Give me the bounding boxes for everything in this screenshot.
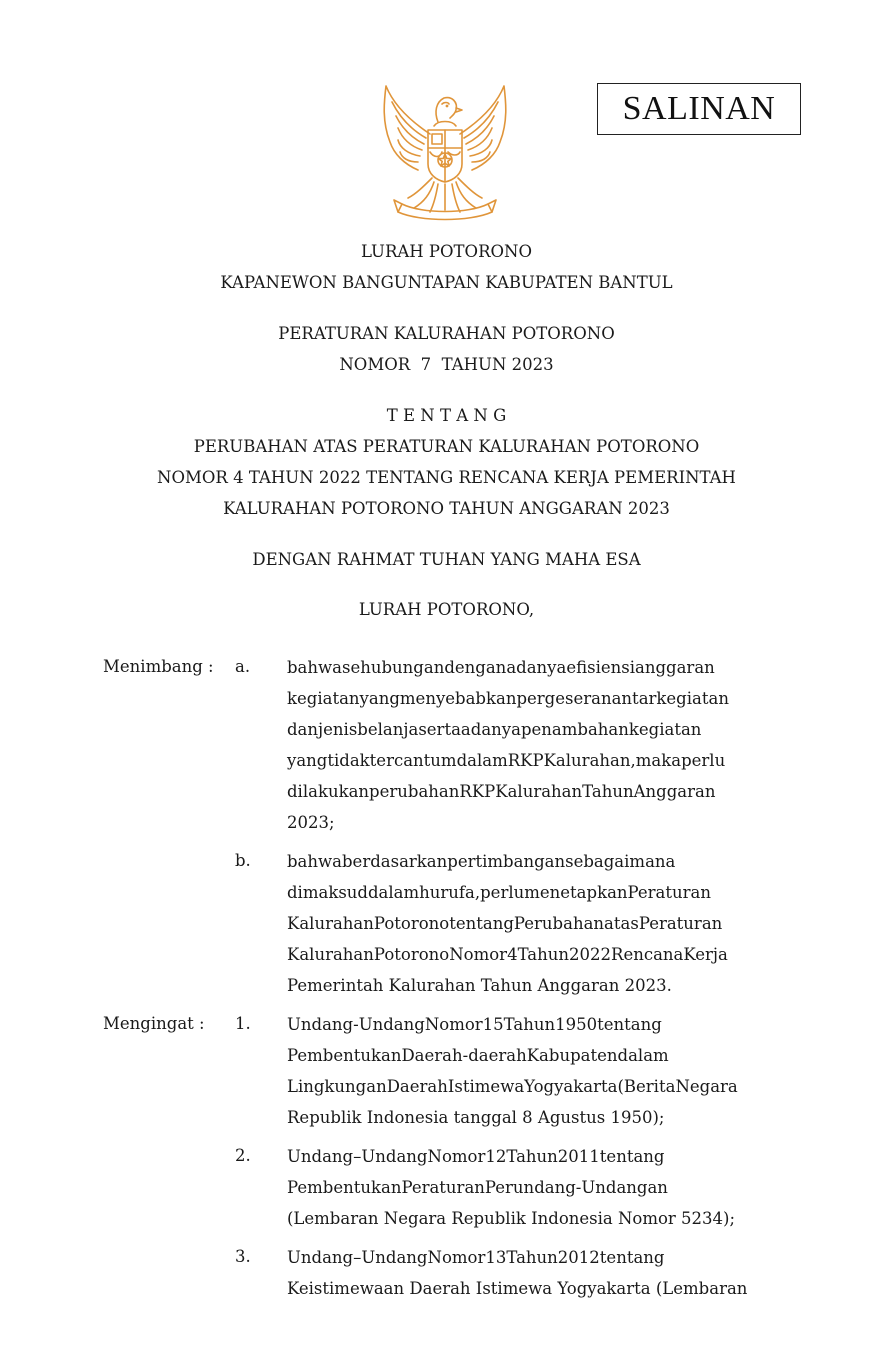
lurah-signatory-line: LURAH POTORONO, <box>358 600 535 619</box>
word: Kalurahan <box>287 945 374 964</box>
word: Lingkungan <box>287 1077 387 1096</box>
word: Nomor <box>449 945 508 964</box>
word: maka <box>635 751 682 770</box>
mengingat-item-marker: 2. <box>235 1146 251 1165</box>
word: Anggaran <box>633 782 716 801</box>
word: dengan <box>444 658 507 677</box>
menimbang-item-marker: a. <box>235 657 251 676</box>
word: Daerah-daerah <box>401 1046 527 1065</box>
word: yang <box>287 751 328 770</box>
word: adanya <box>506 658 567 677</box>
text-line <box>287 652 781 683</box>
word: 1950 <box>555 1015 598 1034</box>
word: Potorono <box>373 945 450 964</box>
word: Peraturan <box>627 883 712 902</box>
title-line-2: NOMOR 4 TAHUN 2022 TENTANG RENCANA KERJA PEMERINTAH <box>157 468 736 487</box>
word: sehubungan <box>342 658 445 677</box>
word: Undang-Undang <box>287 1015 425 1034</box>
word: 2012 <box>557 1248 600 1267</box>
text-line <box>287 908 781 939</box>
text-line <box>287 776 781 807</box>
mengingat-item-text <box>287 1141 781 1234</box>
word: Kerja <box>683 945 728 964</box>
word: kegiatan <box>628 720 702 739</box>
word: tentang <box>599 1248 665 1267</box>
word: Undang–Undang <box>287 1147 428 1166</box>
word: pergeseran <box>516 689 612 708</box>
word: dilakukan <box>287 782 370 801</box>
word: kegiatan <box>287 689 360 708</box>
word: tentang <box>599 1147 665 1166</box>
word: Tahun <box>517 945 570 964</box>
word: menetapkan <box>524 883 628 902</box>
menimbang-item-marker: b. <box>235 851 251 870</box>
header-kapanewon: KAPANEWON BANGUNTAPAN KABUPATEN BANTUL <box>220 273 673 292</box>
word: dalam <box>367 883 420 902</box>
text-line <box>287 1040 781 1071</box>
word: 4 <box>507 945 518 964</box>
word: berdasarkan <box>342 852 448 871</box>
regulation-type: PERATURAN KALURAHAN POTORONO <box>278 324 615 343</box>
word: serta <box>418 720 461 739</box>
word: dimaksud <box>287 883 368 902</box>
text-line: Keistimewaan Daerah Istimewa Yogyakarta (Lembaran <box>287 1279 748 1298</box>
word: tentang <box>449 914 514 933</box>
word: Peraturan <box>638 914 723 933</box>
word: RKP <box>507 751 544 770</box>
word: Tahun <box>506 1248 558 1267</box>
word: perlu <box>681 751 726 770</box>
text-line <box>287 1009 781 1040</box>
word: a, <box>465 883 481 902</box>
title-line-1: PERUBAHAN ATAS PERATURAN KALURAHAN POTORONO <box>193 437 700 456</box>
word: adanya <box>460 720 521 739</box>
text-line <box>287 1071 781 1102</box>
word: menyebabkan <box>399 689 517 708</box>
header-lurah-potorono: LURAH POTORONO <box>360 242 532 261</box>
menimbang-item-text <box>287 652 781 838</box>
rahmat-line: DENGAN RAHMAT TUHAN YANG MAHA ESA <box>252 550 641 569</box>
word: belanja <box>357 720 419 739</box>
text-line <box>287 877 781 908</box>
word: Tahun <box>582 782 634 801</box>
text-line <box>287 1141 781 1172</box>
word: bahwa <box>287 658 342 677</box>
regulation-number: NOMOR 7 TAHUN 2023 <box>339 355 554 374</box>
word: bahwa <box>287 852 342 871</box>
word: dalam <box>617 1046 669 1065</box>
text-line: 2023; <box>287 813 335 832</box>
word: Undang–Undang <box>287 1248 428 1267</box>
word: huruf <box>419 883 466 902</box>
word: Kabupaten <box>526 1046 618 1065</box>
text-line <box>287 1242 781 1273</box>
word: Nomor <box>424 1015 483 1034</box>
word: atas <box>604 914 639 933</box>
text-line <box>287 683 781 714</box>
word: Kalurahan, <box>543 751 636 770</box>
word: Pembentukan <box>287 1046 402 1065</box>
word: Tahun <box>506 1147 558 1166</box>
word: tercantum <box>369 751 457 770</box>
mengingat-label: Mengingat : <box>103 1014 205 1033</box>
garuda-pancasila-emblem-icon <box>372 82 518 228</box>
word: Tahun <box>503 1015 556 1034</box>
word: jenis <box>318 720 358 739</box>
word: pertimbangan <box>447 852 566 871</box>
word: Rencana <box>611 945 684 964</box>
word: tentang <box>597 1015 662 1034</box>
word: Kalurahan <box>495 782 583 801</box>
word: sebagaimana <box>565 852 676 871</box>
word: anggaran <box>635 658 715 677</box>
word: Istimewa <box>447 1077 525 1096</box>
word: 15 <box>482 1015 504 1034</box>
tentang-heading: T E N T A N G <box>386 406 507 425</box>
text-line: (Lembaran Negara Republik Indonesia Nomor 5234); <box>287 1209 736 1228</box>
mengingat-item-text <box>287 1009 781 1133</box>
word: yang <box>359 689 400 708</box>
word: RKP <box>459 782 496 801</box>
word: perlu <box>480 883 525 902</box>
mengingat-item-marker: 1. <box>235 1014 251 1033</box>
word: 2011 <box>557 1147 600 1166</box>
word: dalam <box>456 751 508 770</box>
word: Peraturan <box>401 1178 485 1197</box>
word: Perubahan <box>513 914 605 933</box>
mengingat-item-marker: 3. <box>235 1247 251 1266</box>
word: tidak <box>327 751 370 770</box>
text-line <box>287 1172 781 1203</box>
word: kegiatan <box>656 689 729 708</box>
word: penambahan <box>520 720 629 739</box>
word: efisiensi <box>566 658 635 677</box>
word: Pembentukan <box>287 1178 402 1197</box>
word: 13 <box>485 1248 507 1267</box>
word: Perundang-Undangan <box>484 1178 668 1197</box>
text-line: Republik Indonesia tanggal 8 Agustus 1950); <box>287 1108 665 1127</box>
word: Nomor <box>427 1248 486 1267</box>
menimbang-label: Menimbang : <box>103 657 214 676</box>
word: dan <box>287 720 319 739</box>
menimbang-item-text <box>287 846 781 1001</box>
text-line <box>287 745 781 776</box>
text-line: Pemerintah Kalurahan Tahun Anggaran 2023. <box>287 976 672 995</box>
word: Nomor <box>427 1147 486 1166</box>
word: (Berita <box>617 1077 676 1096</box>
word: 12 <box>485 1147 507 1166</box>
word: Kalurahan <box>287 914 374 933</box>
text-line <box>287 846 781 877</box>
word: antar <box>611 689 657 708</box>
text-line <box>287 939 781 970</box>
word: Daerah <box>386 1077 448 1096</box>
word: Negara <box>675 1077 738 1096</box>
salinan-stamp: SALINAN <box>597 83 801 135</box>
mengingat-item-text <box>287 1242 781 1304</box>
word: Yogyakarta <box>524 1077 618 1096</box>
word: 2022 <box>569 945 612 964</box>
text-line <box>287 714 781 745</box>
word: perubahan <box>369 782 460 801</box>
title-line-3: KALURAHAN POTORONO TAHUN ANGGARAN 2023 <box>223 499 670 518</box>
word: Potorono <box>373 914 450 933</box>
